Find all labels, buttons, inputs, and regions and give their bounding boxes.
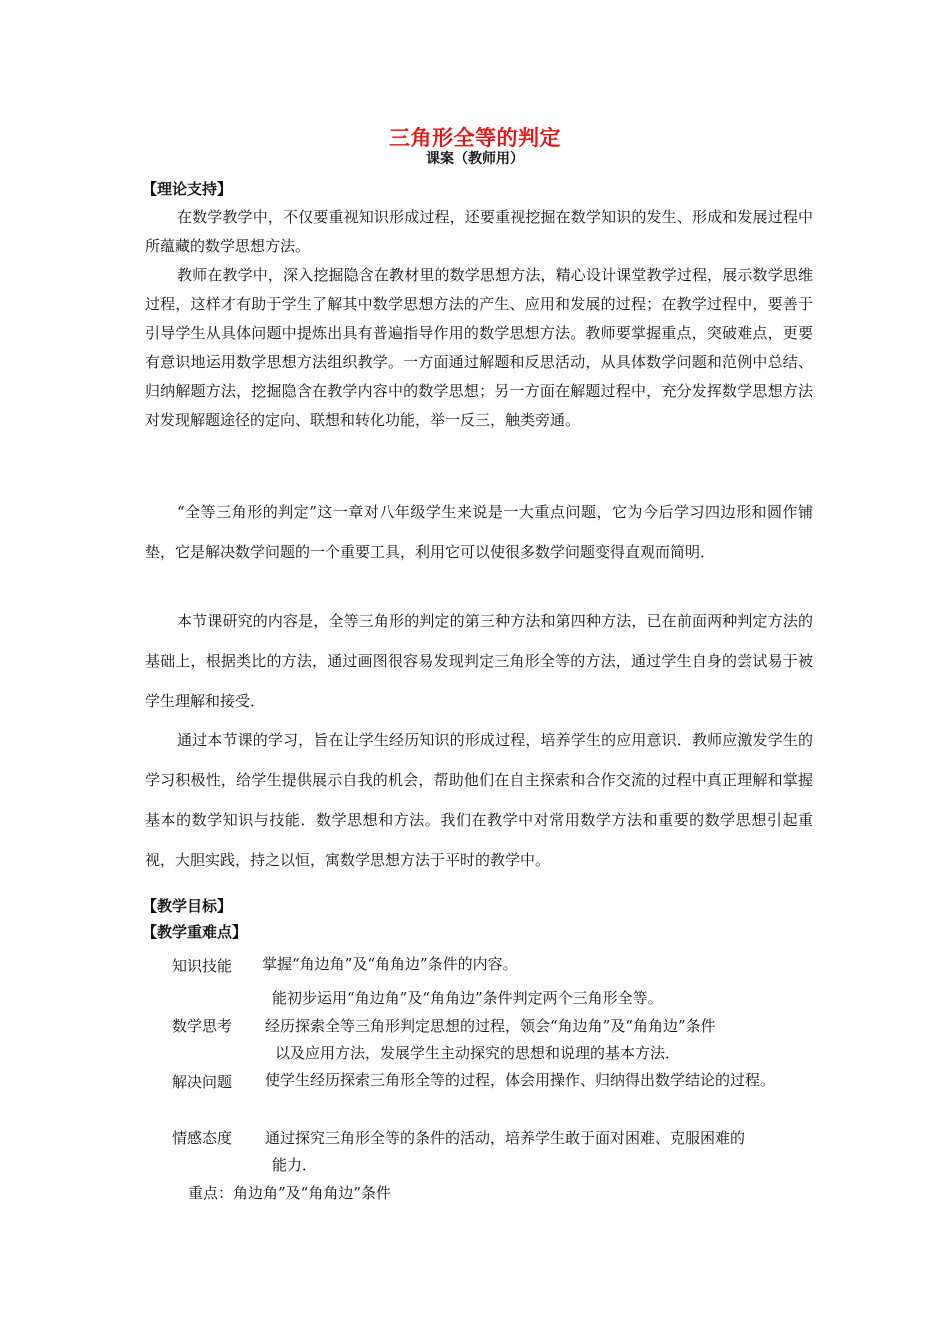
key-point-text: 重点：角边角”及“角角边”条件: [188, 1184, 392, 1202]
paragraph-1: 在数学教学中，不仅要重视知识形成过程，还要重视挖掘在数学知识的发生、形成和发展过程中所蕴藏的数学思想方法。: [145, 208, 813, 255]
goal-label-thinking: 数学思考: [172, 1017, 233, 1035]
section-heading-goals: 【教学目标】: [142, 897, 233, 915]
goal-text-emotion-cont: 能力．: [272, 1156, 318, 1174]
goal-label-problem: 解决问题: [172, 1073, 233, 1091]
paragraph-2: 教师在教学中，深入挖掘隐含在教材里的数学思想方法，精心设计课堂教学过程，展示数学思维过程，这样才有助于学生了解其中数学思想方法的产生、应用和发展的过程；在教学过程中，要善于引导学生从具体问题中提炼出具有普遍指导作用的数学思想方法。教师要掌握重点，突破难点，更要有意识地运用数学思想方法组织教学。一方面通过解题和反思活动，从具体数学问题和范例中总结、归纳解题方法，挖掘隐含在教学内容中的数学思想；另一方面在解题过程中，充分发挥数学思想方法对发现解题途径的定向、联想和转化功能，举一反三，触类旁通。: [145, 266, 813, 429]
paragraph-4: 本节课研究的内容是，全等三角形的判定的第三种方法和第四种方法，已在前面两种判定方法的基础上，根据类比的方法，通过画图很容易发现判定三角形全等的方法，通过学生自身的尝试易于被学生理解和接受．: [145, 612, 813, 710]
goal-text-thinking: 经历探索全等三角形判定思想的过程，领会“角边角”及“角角边”条件: [265, 1017, 716, 1035]
goal-text-emotion: 通过探究三角形全等的条件的活动，培养学生敢于面对困难、克服困难的: [265, 1129, 746, 1147]
section-heading-theory: 【理论支持】: [142, 180, 233, 198]
goal-label-emotion: 情感态度: [172, 1129, 233, 1147]
page-title: 三角形全等的判定: [389, 126, 561, 150]
goal-text-thinking-cont: 以及应用方法，发展学生主动探究的思想和说理的基本方法．: [275, 1044, 681, 1062]
goal-text-knowledge-1: 掌握“角边角”及“角角边”条件的内容。: [262, 955, 518, 973]
goal-label-knowledge: 知识技能: [172, 957, 233, 975]
goal-text-problem: 使学生经历探索三角形全等的过程，体会用操作、归纳得出数学结论的过程。: [265, 1071, 776, 1089]
paragraph-3: “全等三角形的判定”这一章对八年级学生来说是一大重点问题，它为今后学习四边形和圆作铺垫，它是解决数学问题的一个重要工具，利用它可以使很多数学问题变得直观而简明．: [145, 503, 813, 561]
goal-text-knowledge-2: 能初步运用“角边角”及“角角边”条件判定两个三角形全等。: [272, 989, 663, 1007]
paragraph-5: 通过本节课的学习，旨在让学生经历知识的形成过程，培养学生的应用意识．教师应激发学生的学习积极性，给学生提供展示自我的机会，帮助他们在自主探索和合作交流的过程中真正理解和掌握基本的数学知识与技能．数学思想和方法。我们在教学中对常用数学方法和重要的数学思想引起重视，大胆实践，持之以恒，寓数学思想方法于平时的教学中。: [145, 731, 813, 869]
page-subtitle: 课案（教师用）: [426, 151, 524, 167]
section-heading-key-points: 【教学重难点】: [142, 923, 248, 941]
